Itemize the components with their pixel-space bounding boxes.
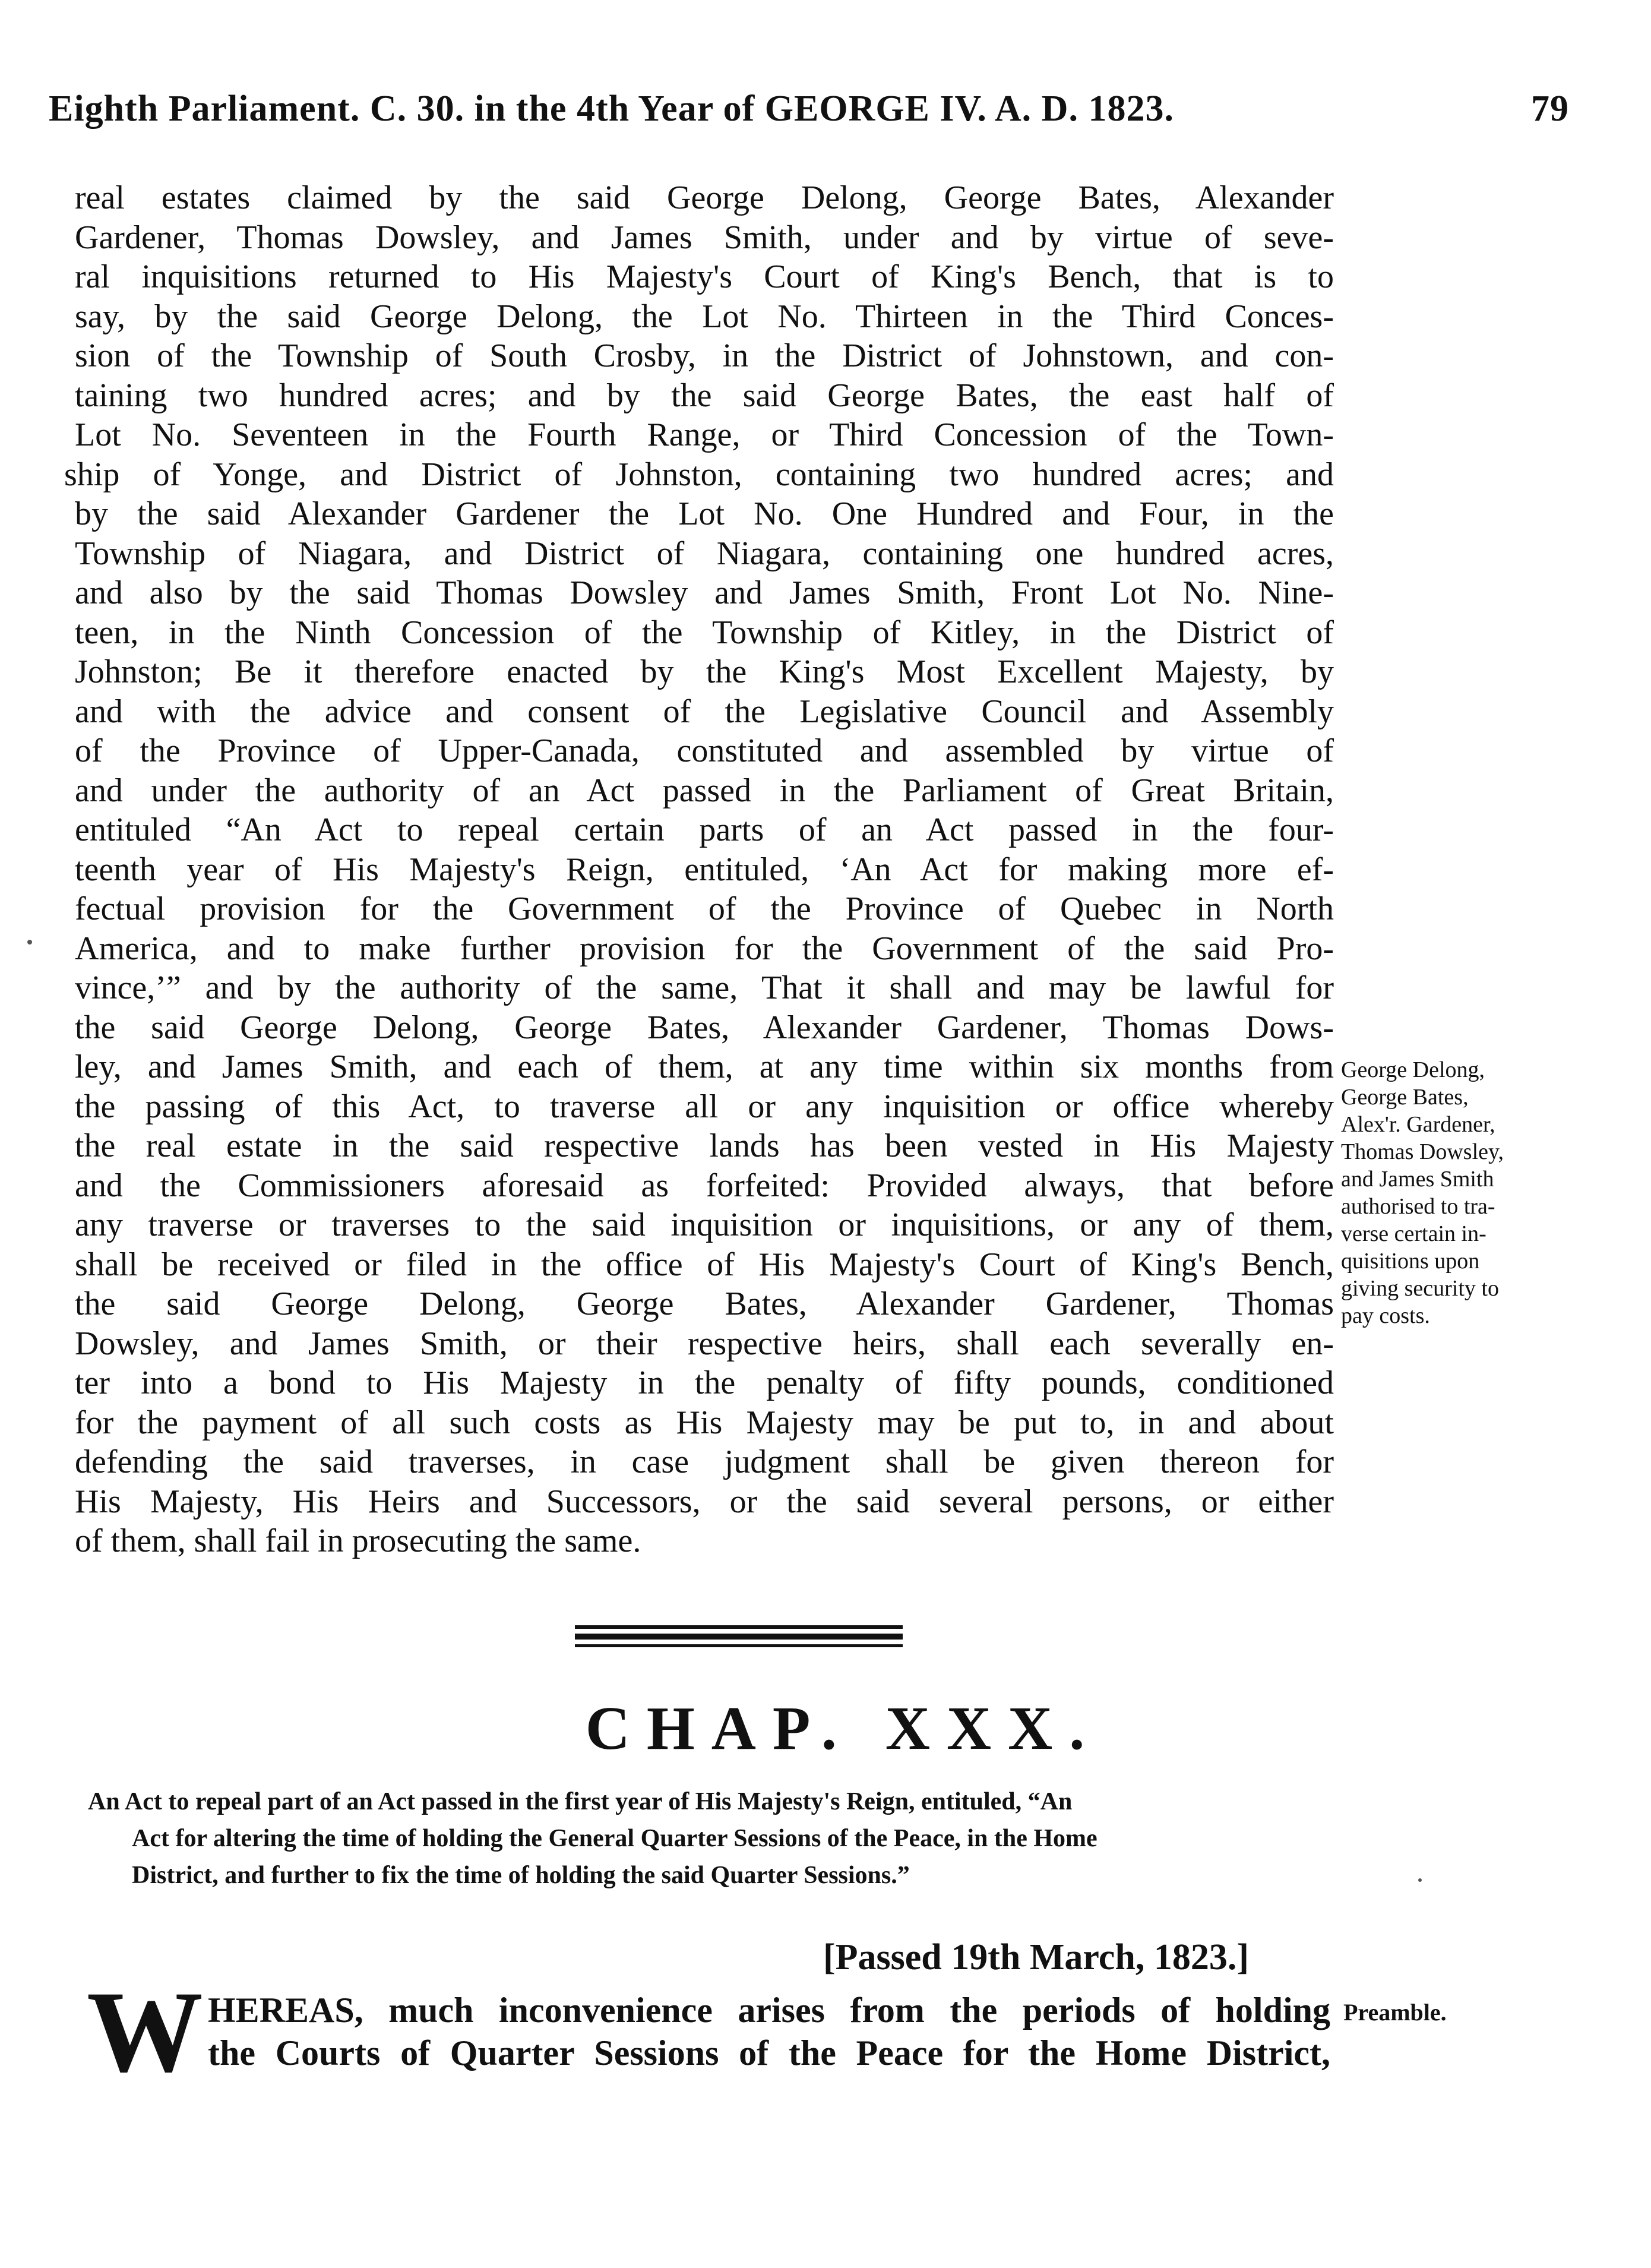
print-speck xyxy=(27,940,32,945)
marginal-note xyxy=(1341,1056,1590,1329)
act-title-line: Act for altering the time of holding the General Quarter Sessions of the Peace, in the Home xyxy=(132,1825,1097,1852)
body-line: entituled “An Act to repeal certain parts of an Act passed in the four- xyxy=(75,811,1334,848)
body-line: taining two hundred acres; and by the said George Bates, the east half of xyxy=(75,377,1334,414)
body-line: America, and to make further provision for the Government of the said Pro- xyxy=(75,930,1334,967)
body-line: ral inquisitions returned to His Majesty's Court of King's Bench, that is to xyxy=(75,258,1334,295)
body-line: shall be received or filed in the office of His Majesty's Court of King's Bench, xyxy=(75,1246,1334,1283)
body-line: real estates claimed by the said George Delong, George Bates, Alexander xyxy=(75,179,1334,216)
body-line: ley, and James Smith, and each of them, at any time within six months from xyxy=(75,1048,1334,1085)
body-line: ter into a bond to His Majesty in the penalty of fifty pounds, conditioned xyxy=(75,1364,1334,1401)
marginal-note-line: Thomas Dowsley, xyxy=(1341,1139,1504,1164)
statute-body-text xyxy=(64,178,1334,1561)
section-divider-rule xyxy=(575,1634,903,1640)
body-line: the real estate in the said respective lands has been vested in His Majesty xyxy=(75,1127,1334,1164)
marginal-note-line: pay costs. xyxy=(1341,1303,1430,1328)
running-head-title: Eighth Parliament. C. 30. in the 4th Year of GEORGE IV. A. D. 1823. xyxy=(49,89,1174,129)
page-number: 79 xyxy=(1531,89,1569,129)
act-title-line: District, and further to fix the time of holding the said Quarter Sessions.” xyxy=(132,1862,910,1889)
body-line: sion of the Township of South Crosby, in the District of Johnstown, and con- xyxy=(75,337,1334,374)
marginal-note-line: giving security to xyxy=(1341,1276,1499,1301)
print-speck xyxy=(1418,1878,1422,1882)
running-head xyxy=(49,88,1569,135)
marginal-note-line: George Bates, xyxy=(1341,1085,1469,1110)
body-line: Lot No. Seventeen in the Fourth Range, or Third Concession of the Town- xyxy=(75,416,1334,453)
body-line: and under the authority of an Act passed in the Parliament of Great Britain, xyxy=(75,772,1334,809)
body-line: defending the said traverses, in case judgment shall be given thereon for xyxy=(75,1443,1334,1480)
body-line: the passing of this Act, to traverse all or any inquisition or office whereby xyxy=(75,1088,1334,1125)
section-divider-rule xyxy=(575,1625,903,1629)
drop-cap: W xyxy=(87,1967,203,2096)
body-line: and with the advice and consent of the Legislative Council and Assembly xyxy=(75,693,1334,730)
act-title xyxy=(88,1783,1335,1894)
marginal-note-line: verse certain in- xyxy=(1341,1221,1486,1246)
act-title-line: An Act to repeal part of an Act passed in the first year of His Majesty's Reign, entituled, “An xyxy=(88,1788,1073,1815)
marginal-note-line: and James Smith xyxy=(1341,1167,1494,1192)
body-line: Dowsley, and James Smith, or their respective heirs, shall each severally en- xyxy=(75,1325,1334,1362)
body-line: any traverse or traverses to the said inquisition or inquisitions, or any of them, xyxy=(75,1206,1334,1243)
body-line: and the Commissioners aforesaid as forfeited: Provided always, that before xyxy=(75,1167,1334,1204)
body-line: His Majesty, His Heirs and Successors, or the said several persons, or either xyxy=(75,1483,1334,1520)
marginal-note-line: George Delong, xyxy=(1341,1057,1485,1082)
section-divider-rule xyxy=(575,1644,903,1647)
body-line: of them, shall fail in prosecuting the same. xyxy=(75,1522,641,1559)
preamble-marginal-note: Preamble. xyxy=(1343,1999,1447,2026)
body-line: the said George Delong, George Bates, Alexander Gardener, Thomas xyxy=(75,1285,1334,1322)
body-line: Gardener, Thomas Dowsley, and James Smith, under and by virtue of seve- xyxy=(75,219,1334,256)
body-line: ship of Yonge, and District of Johnston, containing two hundred acres; and xyxy=(64,456,1334,493)
body-line: teen, in the Ninth Concession of the Township of Kitley, in the District of xyxy=(75,614,1334,651)
body-line: the said George Delong, George Bates, Alexander Gardener, Thomas Dows- xyxy=(75,1009,1334,1046)
body-line: vince,’” and by the authority of the same, That it shall and may be lawful for xyxy=(75,969,1334,1006)
body-line: say, by the said George Delong, the Lot No. Thirteen in the Third Conces- xyxy=(75,298,1334,335)
body-line: Johnston; Be it therefore enacted by the King's Most Excellent Majesty, by xyxy=(75,653,1334,690)
preamble-text xyxy=(208,1989,1330,2074)
preamble-line: the Courts of Quarter Sessions of the Peace for the Home District, xyxy=(208,2033,1330,2073)
body-line: and also by the said Thomas Dowsley and James Smith, Front Lot No. Nine- xyxy=(75,574,1334,611)
body-line: fectual provision for the Government of the Province of Quebec in North xyxy=(75,890,1334,927)
body-line: of the Province of Upper-Canada, constituted and assembled by virtue of xyxy=(75,732,1334,769)
body-line: Township of Niagara, and District of Niagara, containing one hundred acres, xyxy=(75,535,1334,572)
marginal-note-line: authorised to tra- xyxy=(1341,1194,1495,1219)
body-line: for the payment of all such costs as His Majesty may be put to, in and about xyxy=(75,1404,1334,1441)
passed-date: [Passed 19th March, 1823.] xyxy=(823,1937,1249,1978)
preamble-line: HEREAS, much inconvenience arises from the periods of holding xyxy=(208,1991,1330,2030)
marginal-note-line: quisitions upon xyxy=(1341,1249,1480,1274)
body-line: teenth year of His Majesty's Reign, entituled, ‘An Act for making more ef- xyxy=(75,851,1334,888)
marginal-note-line: Alex'r. Gardener, xyxy=(1341,1112,1495,1137)
chapter-heading: CHAP. XXX. xyxy=(585,1694,1102,1762)
body-line: by the said Alexander Gardener the Lot No. One Hundred and Four, in the xyxy=(75,495,1334,532)
